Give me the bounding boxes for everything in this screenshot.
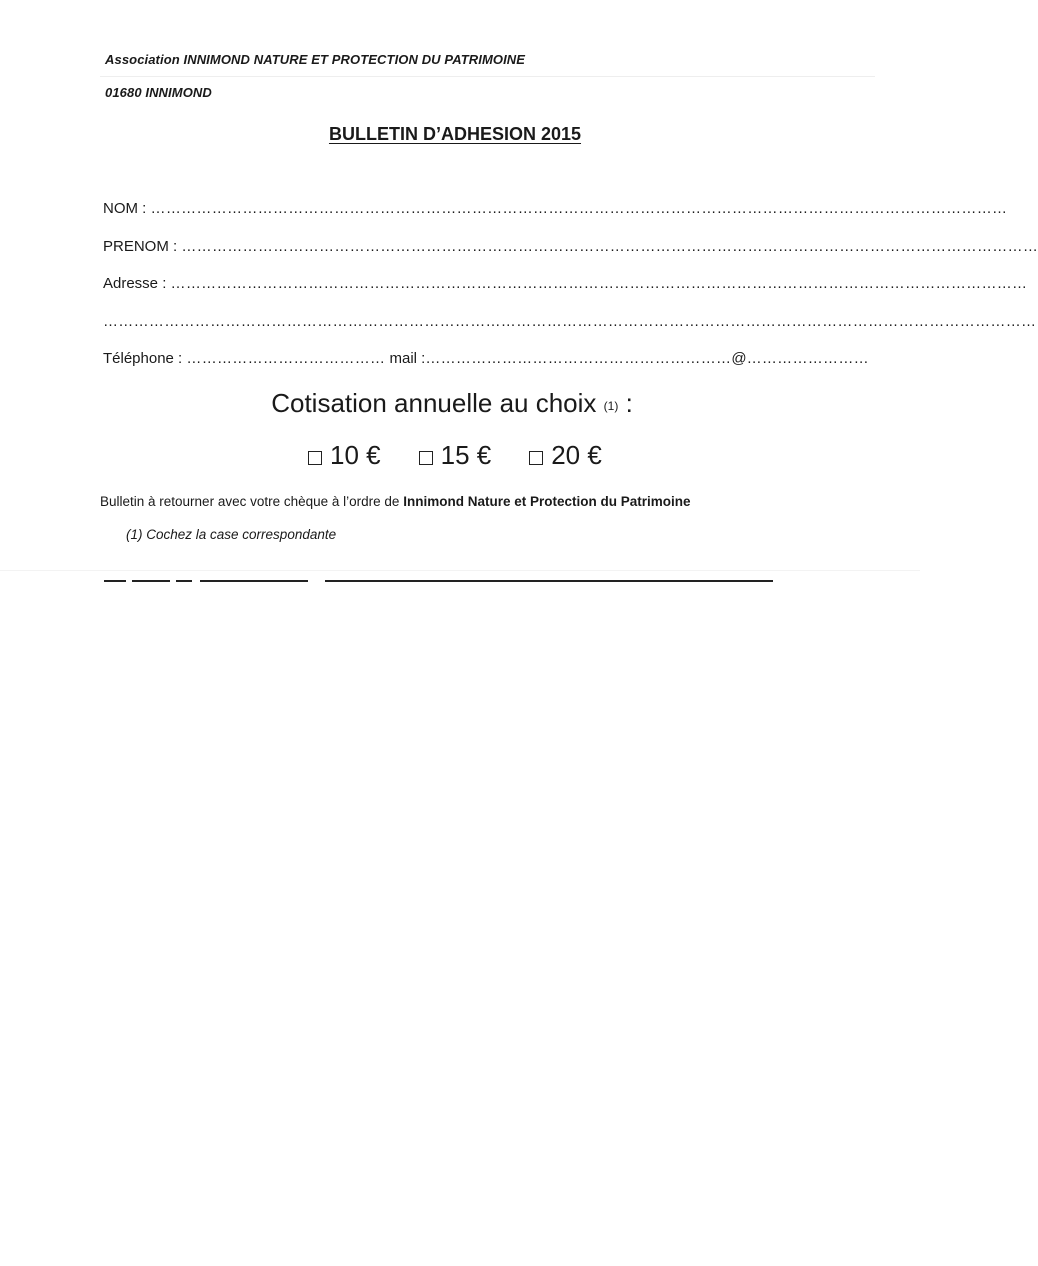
prenom-dotted-line: …………………………………………………………………………………………………………………………………………………… (181, 238, 1038, 255)
nom-label: NOM : (103, 200, 147, 217)
cotisation-colon: : (625, 388, 633, 418)
telephone-dotted-line: ………………………………… (186, 350, 386, 367)
checkbox-icon[interactable] (308, 451, 322, 465)
cut-line-segment (200, 580, 308, 582)
option-15-euro[interactable] (419, 440, 492, 471)
cotisation-options (308, 440, 602, 471)
checkbox-icon[interactable] (529, 451, 543, 465)
prenom-label: PRENOM : (103, 238, 178, 255)
prenom-field[interactable] (103, 238, 1038, 255)
cotisation-heading-text: Cotisation annuelle au choix (271, 388, 597, 418)
adresse-dotted-line: …………………………………………………………………………………………………………………………………………………… (170, 275, 1028, 292)
cut-line-segment (176, 580, 192, 582)
association-city: 01680 INNIMOND (105, 85, 212, 100)
mail-label: mail : (389, 350, 426, 367)
cut-line-segment (104, 580, 126, 582)
return-instructions-text: Bulletin à retourner avec votre chèque à l’ordre de (100, 494, 400, 509)
form-title: BULLETIN D’ADHESION 2015 (328, 124, 582, 144)
option-label: 10 € (330, 440, 381, 470)
footnote: (1) Cochez la case correspondante (126, 527, 337, 542)
mail-domain-dotted-line: …………………… (746, 350, 869, 367)
nom-field[interactable] (103, 200, 1008, 217)
cut-line-segment (325, 580, 773, 582)
adresse-label: Adresse : (103, 275, 167, 292)
association-name: Association INNIMOND NATURE ET PROTECTION DU PATRIMOINE (105, 52, 526, 67)
option-label: 15 € (440, 440, 492, 470)
adresse-second-line[interactable] (103, 313, 1037, 330)
at-sign: @ (731, 350, 747, 367)
telephone-mail-field[interactable] (103, 350, 869, 367)
payee-name: Innimond Nature et Protection du Patrimoine (403, 494, 691, 509)
footnote-reference: (1) (603, 399, 619, 413)
cotisation-heading (0, 388, 904, 419)
nom-dotted-line: …………………………………………………………………………………………………………………………………………………… (150, 200, 1008, 217)
adresse-second-dotted-line: ………………………………………………………………………………………………………………………………………………………………… (103, 313, 1037, 330)
scan-artifact-line (100, 76, 875, 77)
option-10-euro[interactable] (308, 440, 381, 471)
return-instructions (100, 494, 690, 509)
option-20-euro[interactable] (529, 440, 602, 471)
checkbox-icon[interactable] (419, 451, 433, 465)
cut-line-segment (132, 580, 170, 582)
option-label: 20 € (551, 440, 602, 470)
scan-artifact-line (0, 570, 920, 571)
mail-dotted-line: …………………………………………………… (425, 350, 732, 367)
telephone-label: Téléphone : (103, 350, 183, 367)
adresse-field[interactable] (103, 275, 1028, 292)
